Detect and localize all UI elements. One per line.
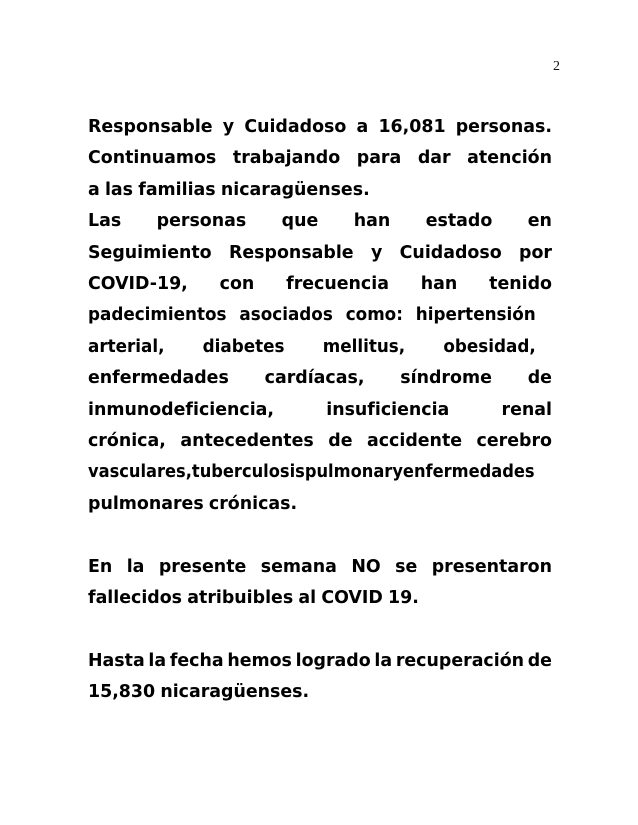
- text-word: atención: [467, 148, 552, 169]
- text-word: enfermedades: [402, 462, 535, 483]
- text-line: [88, 206, 552, 237]
- text-word: familias: [138, 179, 216, 200]
- text-word: padecimientos: [88, 305, 227, 326]
- text-word: logrado: [295, 650, 371, 671]
- text-line: [88, 112, 552, 143]
- text-line: [88, 332, 536, 363]
- text-word: han: [353, 211, 391, 232]
- text-word: pulmonares: [88, 493, 204, 514]
- text-word: renal: [501, 399, 552, 420]
- text-word: Responsable: [88, 117, 213, 137]
- text-word: Continuamos: [88, 148, 217, 169]
- text-word: 19.: [388, 588, 419, 609]
- text-word: fallecidos: [88, 588, 183, 609]
- text-word: presentaron: [431, 556, 552, 577]
- text-word: personas: [156, 211, 247, 232]
- text-word: nicaragüenses.: [220, 179, 370, 200]
- text-word: pulmonar: [304, 462, 393, 483]
- text-word: semana: [260, 556, 337, 577]
- text-word: presente: [158, 556, 247, 577]
- text-word: 15,830: [88, 682, 156, 703]
- text-word: Hasta: [88, 650, 145, 671]
- text-line: [88, 175, 552, 206]
- text-word: antecedentes: [180, 431, 314, 452]
- paragraph-gap-2: [88, 614, 552, 645]
- text-word: tuberculosis: [191, 462, 305, 483]
- text-word: al: [298, 588, 317, 609]
- text-word: la: [374, 650, 393, 671]
- text-word: nicaragüenses.: [160, 682, 310, 703]
- text-word: que: [281, 211, 319, 232]
- text-word: enfermedades: [88, 368, 229, 389]
- text-word: de: [527, 650, 552, 671]
- text-word: Cuidadoso: [399, 242, 502, 263]
- text-word: crónica,: [88, 431, 166, 452]
- paragraph-3: [88, 646, 552, 709]
- text-word: por: [519, 242, 552, 263]
- text-line: [88, 489, 552, 520]
- text-line: [88, 269, 552, 300]
- text-word: se: [395, 556, 418, 577]
- text-word: hemos: [227, 650, 292, 671]
- text-word: de: [328, 431, 353, 452]
- text-word: en: [527, 211, 552, 232]
- text-word: asociados: [239, 305, 333, 326]
- text-line: [88, 395, 552, 426]
- text-word: atribuibles: [187, 588, 294, 609]
- text-word: trabajando: [232, 148, 341, 169]
- text-word: recuperación: [395, 650, 525, 671]
- text-word: a: [356, 117, 369, 137]
- text-word: la: [126, 556, 145, 577]
- text-word: fecha: [169, 650, 224, 671]
- text-word: las: [104, 179, 134, 200]
- text-word: En: [88, 556, 113, 577]
- text-word: accidente: [367, 431, 463, 452]
- text-word: diabetes: [202, 336, 285, 357]
- text-word: con: [219, 274, 255, 295]
- paragraph-2: [88, 552, 552, 615]
- text-word: cerebro: [476, 431, 552, 452]
- text-word: hipertensión: [415, 305, 536, 326]
- text-word: NO: [351, 556, 381, 577]
- document-body: [88, 112, 552, 709]
- text-word: han: [420, 274, 458, 295]
- text-word: obesidad,: [443, 336, 536, 357]
- text-word: 16,081: [378, 117, 446, 137]
- paragraph-1: [88, 112, 552, 520]
- text-line: [88, 143, 552, 174]
- text-word: síndrome: [400, 368, 492, 389]
- text-line: [88, 677, 552, 708]
- text-word: y: [370, 242, 383, 263]
- text-line: [88, 552, 552, 583]
- text-word: y: [222, 117, 235, 137]
- text-line: [88, 300, 536, 331]
- text-word: tenido: [489, 274, 552, 295]
- text-word: cardíacas,: [264, 368, 365, 389]
- text-word: a: [88, 179, 100, 200]
- text-word: de: [527, 368, 552, 389]
- text-line: [88, 426, 552, 457]
- text-line: [88, 363, 552, 394]
- text-word: insuficiencia: [326, 399, 450, 420]
- text-word: vasculares,: [88, 462, 192, 483]
- text-word: la: [148, 650, 167, 671]
- text-word: COVID-19,: [88, 274, 188, 295]
- text-word: Seguimiento: [88, 242, 212, 263]
- text-word: Las: [88, 211, 122, 232]
- text-word: y: [392, 462, 403, 483]
- text-word: dar: [417, 148, 451, 169]
- text-word: COVID: [321, 588, 383, 609]
- text-word: arterial,: [88, 336, 165, 357]
- text-line: [88, 238, 552, 269]
- text-word: Cuidadoso: [244, 117, 347, 137]
- text-word: como:: [345, 305, 403, 326]
- page-number: 2: [553, 59, 560, 74]
- text-word: inmunodeficiencia,: [88, 399, 274, 420]
- text-line: [88, 457, 535, 488]
- text-word: estado: [425, 211, 493, 232]
- text-word: Responsable: [229, 242, 354, 263]
- text-word: frecuencia: [286, 274, 389, 295]
- text-line: [88, 583, 552, 614]
- text-word: mellitus,: [322, 336, 406, 357]
- text-word: personas.: [455, 117, 552, 137]
- text-word: crónicas.: [208, 493, 298, 514]
- paragraph-gap-1: [88, 520, 552, 551]
- text-word: para: [356, 148, 402, 169]
- text-line: [88, 646, 552, 677]
